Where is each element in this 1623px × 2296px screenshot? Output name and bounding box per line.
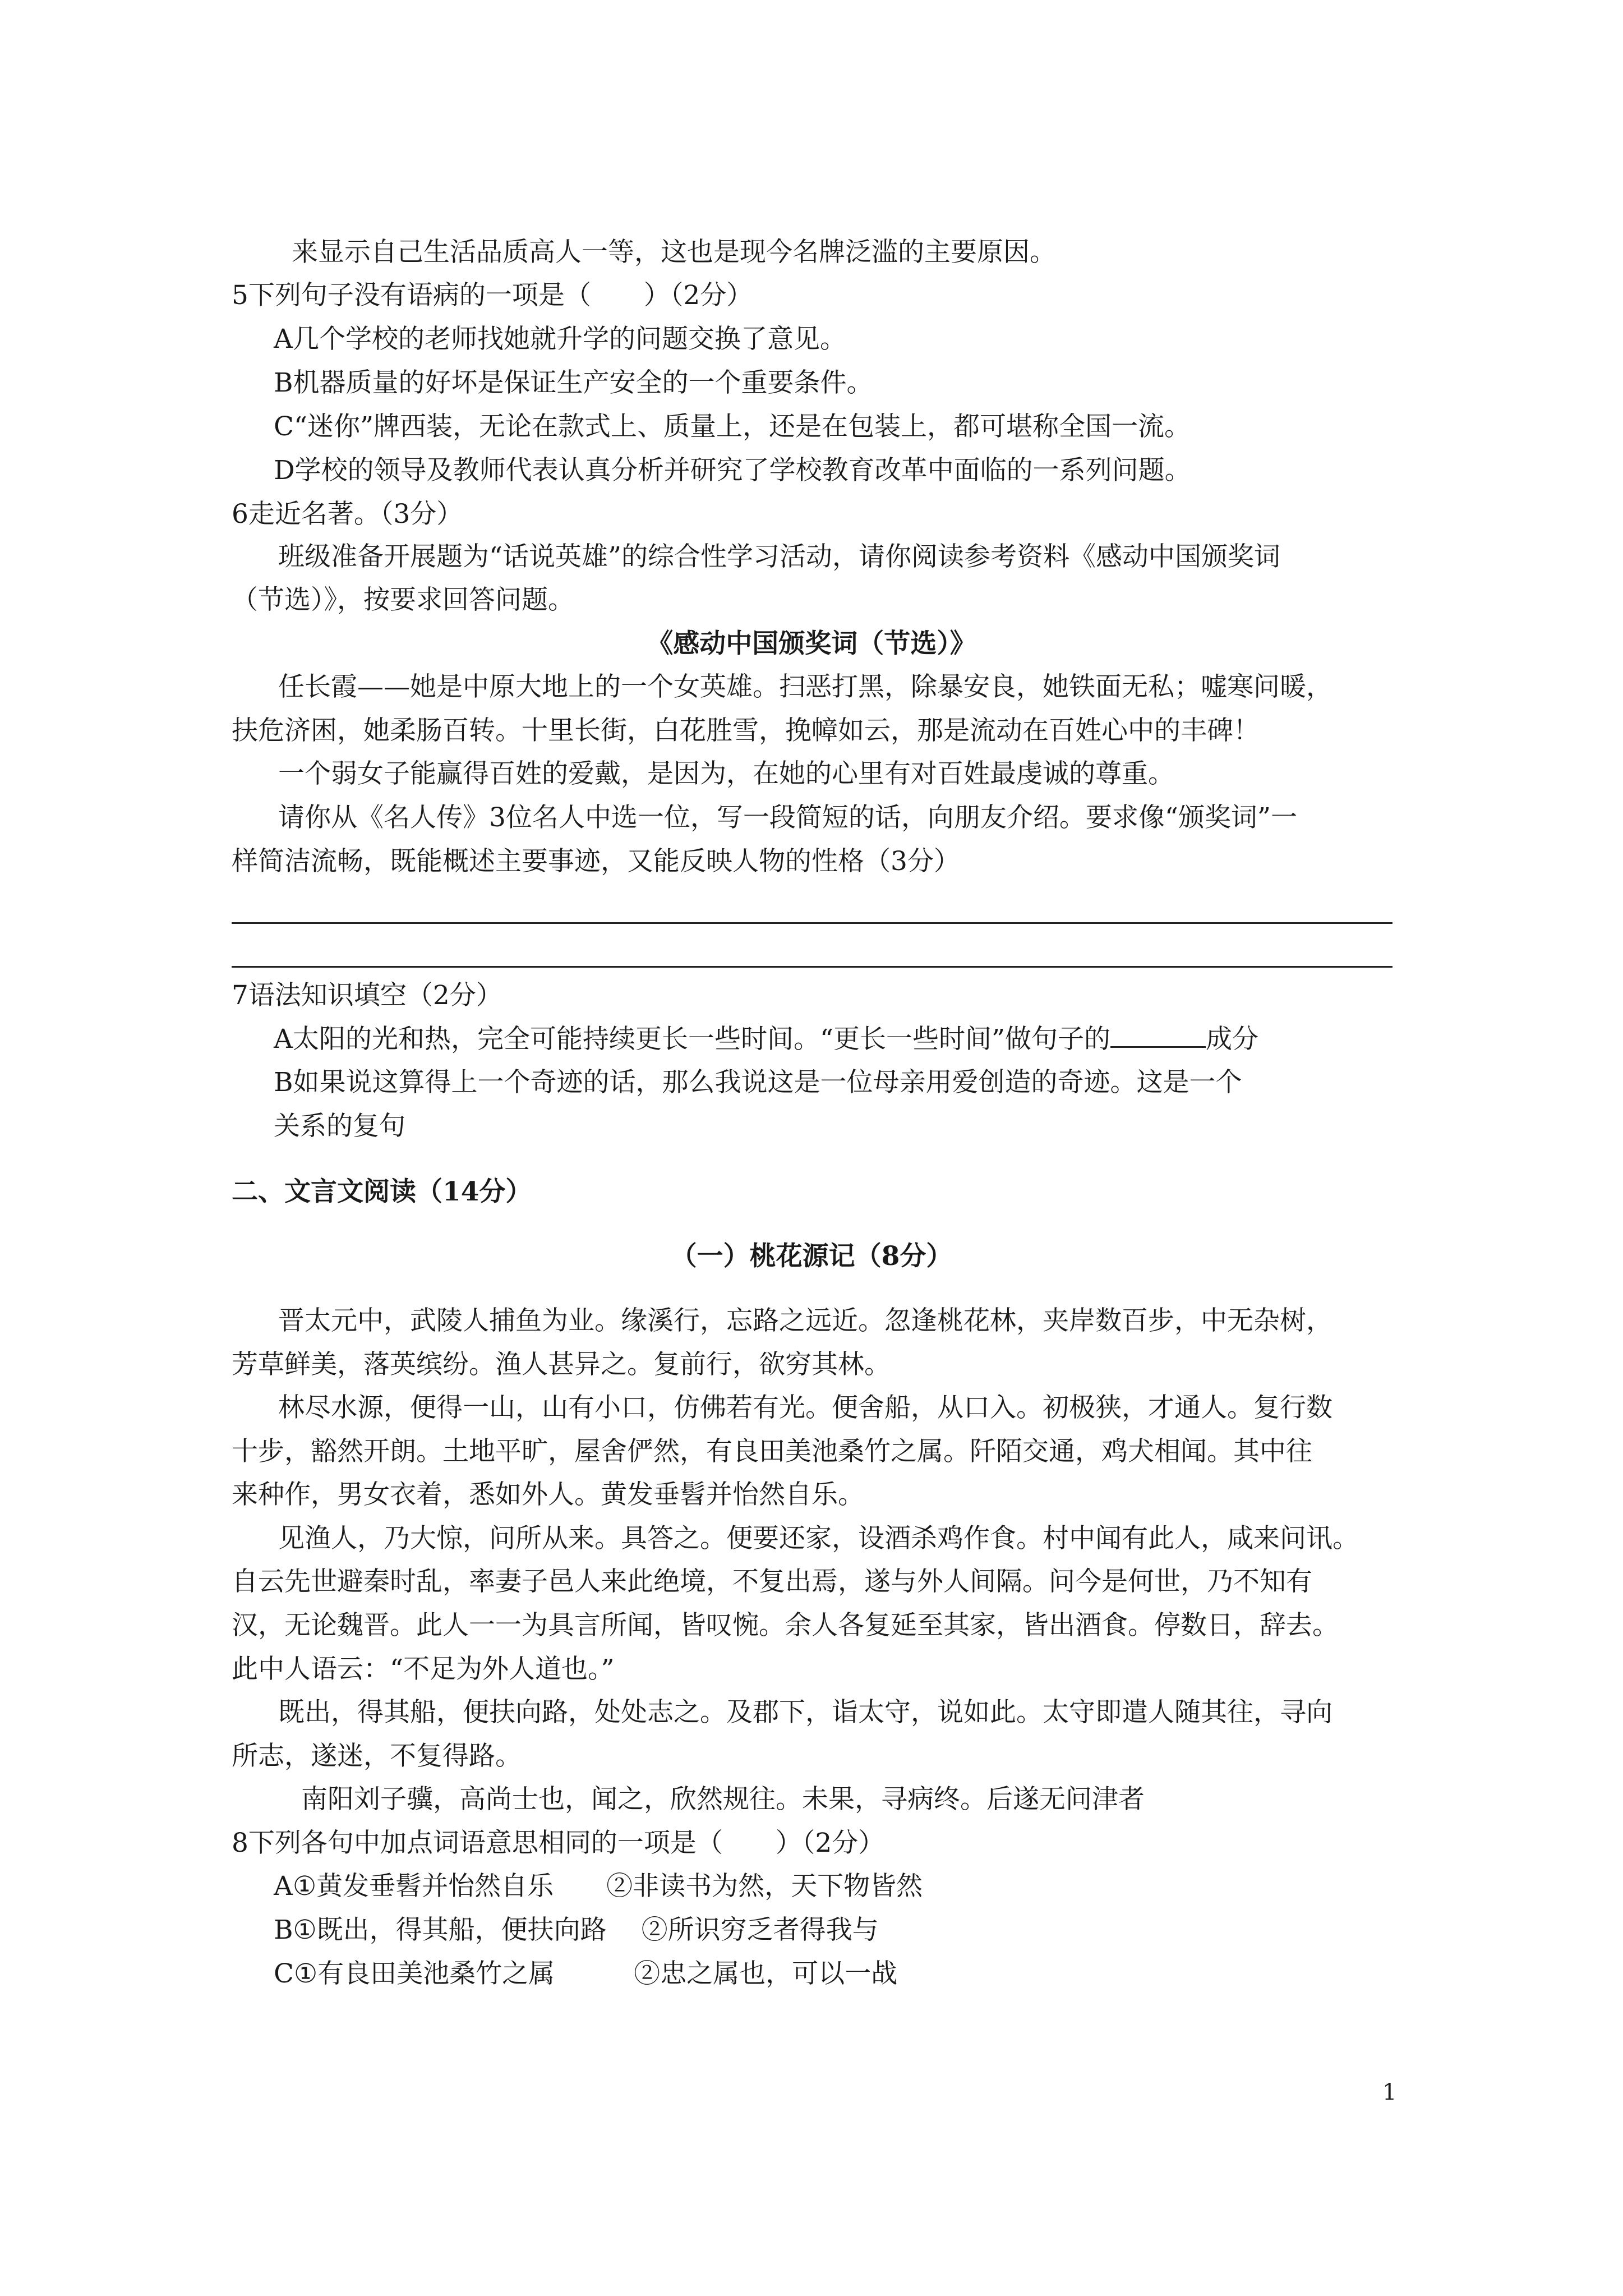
passage-p1-line1: 晋太元中，武陵人捕鱼为业。缘溪行，忘路之远近。忽逢桃花林，夹岸数百步，中无杂树， bbox=[278, 1305, 1332, 1336]
passage-p3-line2: 自云先世避秦时乱，率妻子邑人来此绝境，不复出焉，遂与外人间隔。问今是何世，乃不知有 bbox=[232, 1566, 1312, 1597]
q6-task-line1: 请你从《名人传》3位名人中选一位，写一段简短的话，向朋友介绍。要求像“颁奖词”一 bbox=[278, 802, 1297, 833]
q6-stem: 6走近名著。（3分） bbox=[232, 499, 463, 530]
q8-option-c: C①有良田美池桑竹之属 ②忠之属也，可以一战 bbox=[274, 1958, 898, 1989]
q7-blank-a[interactable] bbox=[1110, 1024, 1206, 1048]
page-number: 1 bbox=[1382, 2079, 1397, 2105]
q7-stem: 7语法知识填空（2分） bbox=[232, 980, 502, 1011]
passage-p3-line4: 此中人语云：“不足为外人道也。” bbox=[232, 1654, 615, 1685]
q5-option-d: D学校的领导及教师代表认真分析并研究了学校教育改革中面临的一系列问题。 bbox=[274, 455, 1191, 486]
q8-option-a: A①黄发垂髫并怡然自乐 ②非读书为然，天下物皆然 bbox=[274, 1871, 923, 1902]
q7-item-b-line2: 关系的复句 bbox=[274, 1111, 405, 1142]
q7-item-b-line1: B如果说这算得上一个奇迹的话，那么我说这是一位母亲用爱创造的奇迹。这是一个 bbox=[274, 1067, 1242, 1098]
passage-title: （一）桃花源记（8分） bbox=[670, 1241, 953, 1272]
passage-p4-line1: 既出，得其船，便扶向路，处处志之。及郡下，诣太守，说如此。太守即遣人随其往，寻向 bbox=[278, 1697, 1332, 1728]
q6-reference-p2: 一个弱女子能赢得百姓的爱戴，是因为，在她的心里有对百姓最虔诚的尊重。 bbox=[278, 758, 1174, 789]
passage-p1-line2: 芳草鲜美，落英缤纷。渔人甚异之。复前行，欲穷其林。 bbox=[232, 1349, 891, 1380]
intro-line: 来显示自己生活品质高人一等，这也是现今名牌泛滥的主要原因。 bbox=[292, 237, 1056, 268]
q8-stem: 8下列各句中加点词语意思相同的一项是（ ）（2分） bbox=[232, 1828, 885, 1858]
passage-p2-line2: 十步，豁然开朗。土地平旷，屋舍俨然，有良田美池桑竹之属。阡陌交通，鸡犬相闻。其中往 bbox=[232, 1436, 1312, 1467]
passage-p3-line1: 见渔人，乃大惊，问所从来。具答之。便要还家，设酒杀鸡作食。村中闻有此人，咸来问讯。 bbox=[278, 1523, 1359, 1554]
q7-item-a bbox=[274, 1023, 1258, 1056]
q5-stem: 5下列句子没有语病的一项是（ ）（2分） bbox=[232, 280, 753, 311]
passage-p5: 南阳刘子骥，高尚士也，闻之，欣然规往。未果，寻病终。后遂无问津者 bbox=[301, 1784, 1145, 1815]
passage-p2-line3: 来种作，男女衣着，悉如外人。黄发垂髫并怡然自乐。 bbox=[232, 1479, 864, 1510]
passage-p2-line1: 林尽水源，便得一山，山有小口，仿佛若有光。便舍船，从口入。初极狭，才通人。复行数 bbox=[278, 1392, 1332, 1423]
section-heading: 二、文言文阅读（14分） bbox=[232, 1176, 532, 1207]
q5-option-c: C“迷你”牌西装，无论在款式上、质量上，还是在包装上，都可堪称全国一流。 bbox=[274, 411, 1191, 442]
q5-option-a: A几个学校的老师找她就升学的问题交换了意见。 bbox=[274, 324, 846, 355]
q6-reference-title: 《感动中国颁奖词（节选）》 bbox=[647, 628, 976, 659]
q6-intro-line2: （节选）》，按要求回答问题。 bbox=[232, 585, 574, 615]
q6-reference-p1-line1: 任长霞——她是中原大地上的一个女英雄。扫恶打黑，除暴安良，她铁面无私；嘘寒问暖， bbox=[278, 671, 1332, 702]
passage-p3-line3: 汉，无论魏晋。此人一一为具言所闻，皆叹惋。余人各复延至其家，皆出酒食。停数日，辞去。 bbox=[232, 1610, 1339, 1641]
passage-p4-line2: 所志，遂迷，不复得路。 bbox=[232, 1741, 522, 1772]
answer-line-1[interactable] bbox=[232, 922, 1393, 924]
q7-item-a-text: A太阳的光和热，完全可能持续更长一些时间。“更长一些时间”做句子的 bbox=[274, 1024, 1110, 1055]
answer-line-2[interactable] bbox=[232, 966, 1393, 968]
q6-task-line2: 样简洁流畅，既能概述主要事迹，又能反映人物的性格（3分） bbox=[232, 846, 960, 877]
q7-item-a-suffix: 成分 bbox=[1206, 1024, 1258, 1055]
q8-option-b: B①既出，得其船，便扶向路 ②所识穷乏者得我与 bbox=[274, 1915, 879, 1945]
q5-option-b: B机器质量的好坏是保证生产安全的一个重要条件。 bbox=[274, 367, 873, 398]
q6-reference-p1-line2: 扶危济困，她柔肠百转。十里长街，白花胜雪，挽幛如云，那是流动在百姓心中的丰碑！ bbox=[232, 715, 1260, 746]
q6-intro-line1: 班级准备开展题为“话说英雄”的综合性学习活动，请你阅读参考资料《感动中国颁奖词 bbox=[278, 541, 1281, 572]
